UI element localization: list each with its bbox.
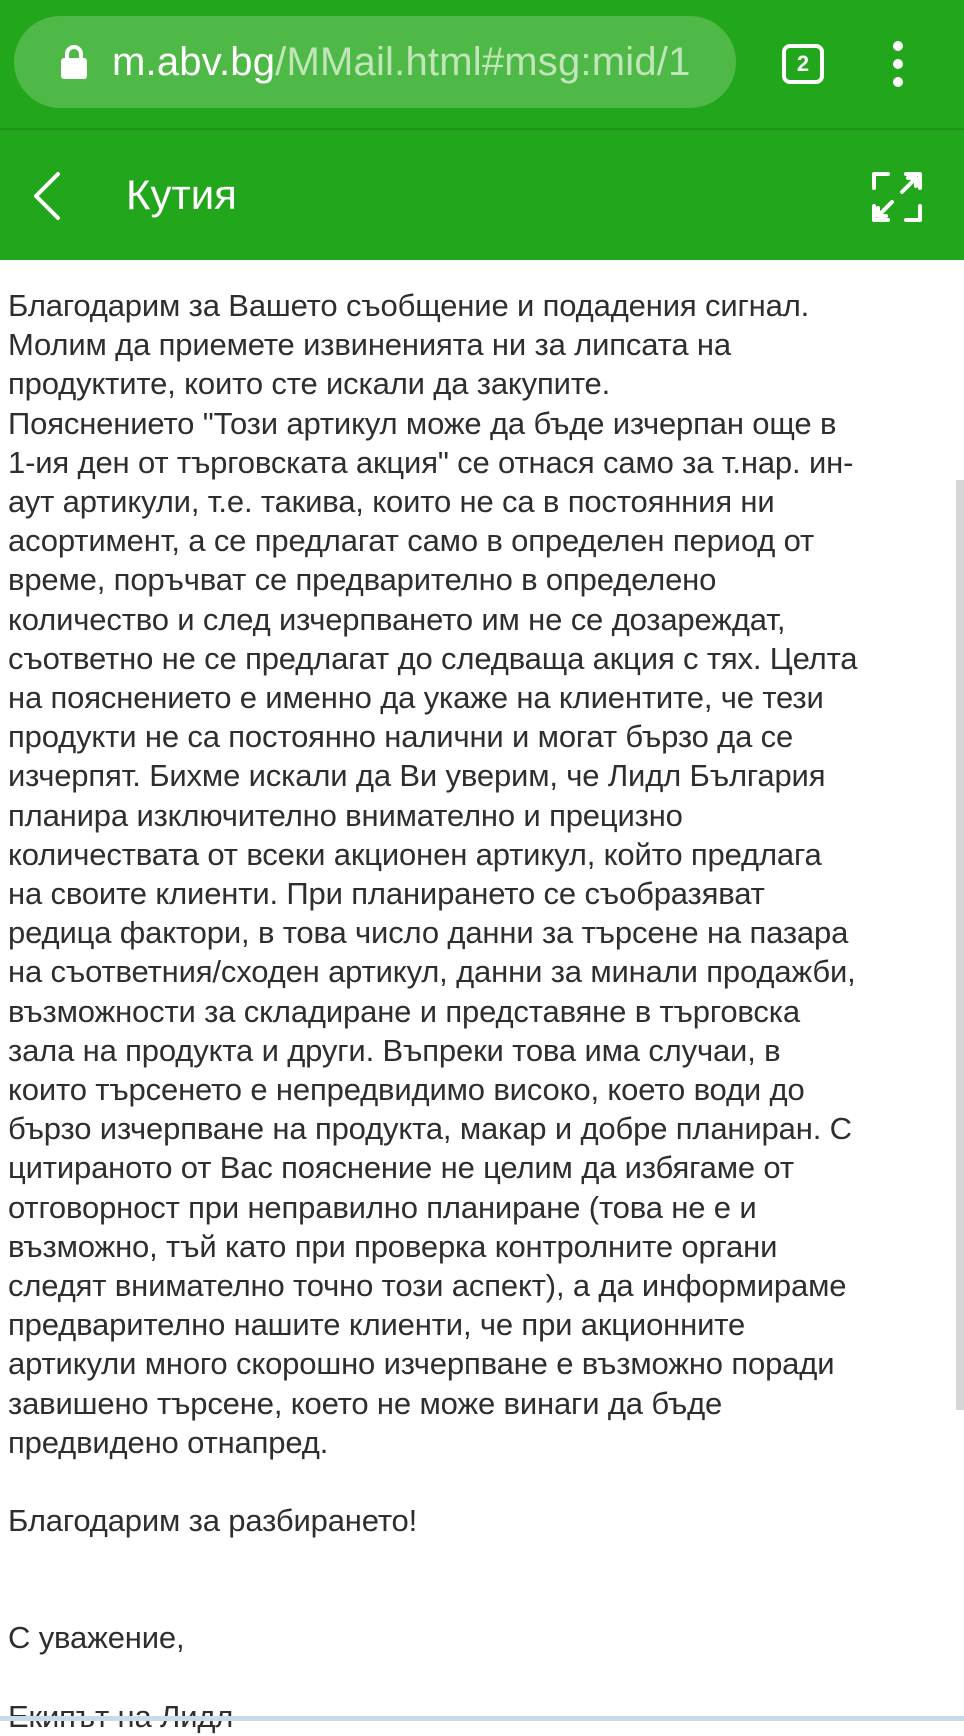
message-line: количествата от всеки акционен артикул, който предлага (8, 836, 822, 872)
address-bar[interactable] (14, 16, 736, 108)
message-line: изчерпят. Бихме искали да Ви уверим, че Лидл България (8, 758, 826, 794)
message-line: планира изключително внимателно и прецизно (8, 797, 683, 833)
page-title: Кутия (126, 171, 237, 218)
fullscreen-icon[interactable] (870, 170, 924, 224)
message-line: аут артикули, т.е. такива, които не са в постоянния ни (8, 484, 775, 520)
message-line: количество и след изчерпването им не се дозареждат, (8, 601, 786, 637)
tabs-icon[interactable] (782, 44, 824, 84)
overflow-menu-icon[interactable] (882, 40, 914, 88)
app-header (0, 128, 964, 260)
scrollbar[interactable] (956, 480, 964, 1410)
message-line: отговорност при неправилно планиране (това не е и (8, 1189, 757, 1225)
message-line: на съответния/сходен артикул, данни за минали продажби, (8, 954, 856, 990)
message-thanks: Благодарим за разбирането! (8, 1503, 418, 1539)
message-line: съответно не се предлагат до следваща акция с тях. Целта (8, 640, 858, 676)
message-line: на пояснението е именно да укаже на клиентите, че тези (8, 680, 824, 716)
message-line: бързо изчерпване на продукта, макар и добре планиран. С (8, 1111, 852, 1147)
message-line: продукти не са постоянно налични и могат бързо да се (8, 719, 794, 755)
browser-toolbar (0, 0, 964, 128)
message-line: 1-ия ден от търговската акция" се отнася само за т.нар. ин- (8, 444, 854, 480)
message-line: цитираното от Вас пояснение не целим да избягаме от (8, 1150, 794, 1186)
url-path: /MMail.html#msg:mid/1 (275, 40, 691, 84)
message-text (8, 286, 958, 1462)
message-line: завишено търсене, което не може винаги да бъде (8, 1385, 723, 1421)
message-line: възможно, тъй като при проверка контролните органи (8, 1228, 778, 1264)
message-body (8, 286, 958, 1736)
message-line: продуктите, които сте искали да закупите. (8, 366, 611, 402)
url-domain: m.abv.bg (112, 40, 276, 84)
message-line: Благодарим за Вашето съобщение и подадения сигнал. (8, 288, 810, 323)
message-line: възможности за складиране и представяне в търговска (8, 993, 800, 1029)
url-text[interactable] (112, 16, 691, 108)
message-line: редица фактори, в това число данни за търсене на пазара (8, 915, 849, 951)
message-line: които търсенето е непредвидимо високо, което води до (8, 1072, 805, 1108)
message-line: предвидено отнапред. (8, 1424, 329, 1460)
message-line: предварително нашите клиенти, че при акционните (8, 1307, 746, 1343)
back-arrow-icon[interactable] (28, 170, 68, 222)
message-line: асортимент, а се предлагат само в определен период от (8, 523, 815, 559)
message-line: следят внимателно точно този аспект), а да информираме (8, 1268, 847, 1304)
message-line: артикули много скорошно изчерпване е възможно поради (8, 1346, 835, 1382)
lock-icon (60, 44, 88, 80)
tab-count: 2 (796, 51, 810, 76)
message-line: на своите клиенти. При планирането се съобразяват (8, 876, 765, 912)
message-line: Молим да приемете извиненията ни за липсата на (8, 327, 731, 363)
bottom-divider (0, 1716, 964, 1721)
message-line: време, поръчват се предварително в определено (8, 562, 717, 598)
message-line: зала на продукта и други. Въпреки това има случаи, в (8, 1032, 781, 1068)
message-line: Пояснението "Този артикул може да бъде изчерпан още в (8, 405, 837, 441)
message-closing: С уважение, (8, 1620, 185, 1656)
